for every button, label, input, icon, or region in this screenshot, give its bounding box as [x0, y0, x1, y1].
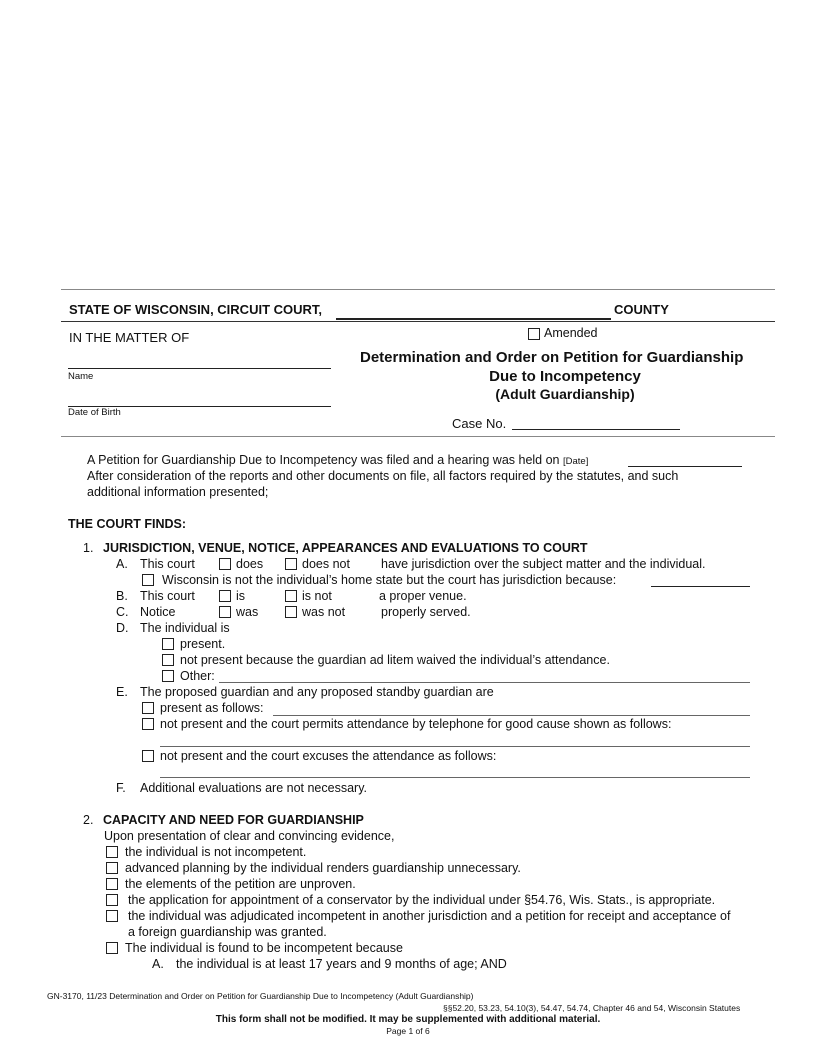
amended-label: Amended [544, 326, 598, 340]
form-title-line1: Determination and Order on Petition for Guardianship [360, 349, 744, 366]
guardian-excused-field[interactable] [160, 777, 750, 778]
elements-unproven-label: the elements of the petition are unproven. [125, 877, 356, 891]
guardian-telephone-label: not present and the court permits attendance by telephone for good cause shown as follows: [160, 717, 672, 731]
venue-is-label: is [236, 589, 246, 603]
name-field[interactable] [68, 368, 331, 369]
in-the-matter-of-label: IN THE MATTER OF [69, 330, 190, 345]
notice-was-not-checkbox[interactable] [285, 606, 297, 618]
foreign-guardianship-checkbox[interactable] [106, 910, 118, 922]
header-bottom-rule [61, 436, 775, 437]
foreign-guardianship-label-line1: the individual was adjudicated incompetent in another jurisdiction and a petition for receipt and acceptance of [128, 909, 731, 923]
jurisdiction-label: This court [140, 557, 195, 571]
individual-presence-label: The individual is [140, 621, 230, 635]
hearing-date-field[interactable] [628, 466, 742, 467]
individual-other-label: Other: [180, 669, 215, 683]
intro-text: A Petition for Guardianship Due to Incompetency was filed and a hearing was held on [87, 453, 560, 467]
state-court-label: STATE OF WISCONSIN, CIRCUIT COURT, [69, 302, 323, 317]
footer-form-id: GN-3170, 11/23 Determination and Order on Petition for Guardianship Due to Incompetency (Adult Guardianship) [47, 991, 474, 1001]
section1-heading: JURISDICTION, VENUE, NOTICE, APPEARANCES AND EVALUATIONS TO COURT [103, 541, 588, 555]
footer-statutes: §§52.20, 53.23, 54.10(3), 54.47, 54.74, Chapter 46 and 54, Wisconsin Statutes [443, 1003, 741, 1013]
section1-d-letter: D. [116, 621, 129, 635]
county-label: COUNTY [614, 302, 669, 317]
jurisdiction-does-label: does [236, 557, 264, 571]
advanced-planning-label: advanced planning by the individual renders guardianship unnecessary. [125, 861, 521, 875]
age-requirement-text: the individual is at least 17 years and 9 months of age; AND [176, 957, 507, 971]
jurisdiction-does-not-checkbox[interactable] [285, 558, 297, 570]
jurisdiction-does-not-label: does not [302, 557, 350, 571]
notice-label: Notice [140, 605, 176, 619]
advanced-planning-checkbox[interactable] [106, 862, 118, 874]
intro-line2: After consideration of the reports and other documents on file, all factors required by the statutes, and such [87, 469, 679, 483]
venue-text: a proper venue. [379, 589, 467, 603]
header-mid-rule [61, 321, 775, 322]
footer-page-number: Page 1 of 6 [386, 1026, 430, 1036]
individual-not-present-checkbox[interactable] [162, 654, 174, 666]
individual-not-present-label: not present because the guardian ad litem waived the individual’s attendance. [180, 653, 610, 667]
section2-number: 2. [83, 813, 94, 827]
guardian-present-checkbox[interactable] [142, 702, 154, 714]
evaluations-text: Additional evaluations are not necessary. [140, 781, 367, 795]
conservator-checkbox[interactable] [106, 894, 118, 906]
hearing-date-label: [Date] [563, 456, 589, 467]
elements-unproven-checkbox[interactable] [106, 878, 118, 890]
home-state-checkbox[interactable] [142, 574, 154, 586]
header-top-rule [61, 289, 775, 290]
case-no-label: Case No. [452, 416, 507, 431]
incompetent-checkbox[interactable] [106, 942, 118, 954]
section2-intro: Upon presentation of clear and convincing evidence, [104, 829, 395, 843]
intro-line3: additional information presented; [87, 485, 269, 499]
county-name-field[interactable] [336, 318, 611, 320]
guardian-telephone-checkbox[interactable] [142, 718, 154, 730]
guardian-excused-label: not present and the court excuses the attendance as follows: [160, 749, 497, 763]
notice-was-not-label: was not [302, 605, 346, 619]
individual-other-checkbox[interactable] [162, 670, 174, 682]
guardian-presence-label: The proposed guardian and any proposed standby guardian are [140, 685, 494, 699]
jurisdiction-text: have jurisdiction over the subject matter and the individual. [381, 557, 706, 571]
venue-is-checkbox[interactable] [219, 590, 231, 602]
section2-a-letter: A. [152, 957, 164, 971]
guardian-telephone-field[interactable] [160, 746, 750, 747]
notice-text: properly served. [381, 605, 471, 619]
individual-present-checkbox[interactable] [162, 638, 174, 650]
notice-was-label: was [236, 605, 259, 619]
form-title-line3: (Adult Guardianship) [495, 386, 635, 402]
section2-heading: CAPACITY AND NEED FOR GUARDIANSHIP [103, 813, 364, 827]
incompetent-label: The individual is found to be incompetent because [125, 941, 403, 955]
venue-is-not-label: is not [302, 589, 332, 603]
section1-number: 1. [83, 541, 94, 555]
venue-label: This court [140, 589, 195, 603]
dob-label: Date of Birth [68, 407, 121, 418]
case-no-field[interactable] [512, 429, 680, 430]
section1-b-letter: B. [116, 589, 128, 603]
guardian-present-label: present as follows: [160, 701, 264, 715]
guardian-present-field[interactable] [273, 715, 750, 716]
section1-c-letter: C. [116, 605, 129, 619]
section1-a-letter: A. [116, 557, 128, 571]
form-title-line2: Due to Incompetency [489, 368, 641, 385]
venue-is-not-checkbox[interactable] [285, 590, 297, 602]
section1-f-letter: F. [116, 781, 126, 795]
individual-present-label: present. [180, 637, 226, 651]
not-incompetent-label: the individual is not incompetent. [125, 845, 307, 859]
name-label: Name [68, 371, 94, 382]
foreign-guardianship-label-line2: a foreign guardianship was granted. [128, 925, 327, 939]
court-finds-heading: THE COURT FINDS: [68, 517, 187, 531]
notice-was-checkbox[interactable] [219, 606, 231, 618]
conservator-label: the application for appointment of a conservator by the individual under §54.76, Wis. Stats., is appropriate. [128, 893, 716, 907]
guardian-excused-checkbox[interactable] [142, 750, 154, 762]
footer-notice: This form shall not be modified. It may be supplemented with additional material. [215, 1014, 601, 1025]
section1-e-letter: E. [116, 685, 128, 699]
home-state-reason-field[interactable] [651, 586, 750, 587]
home-state-label: Wisconsin is not the individual’s home state but the court has jurisdiction because: [162, 573, 617, 587]
amended-checkbox[interactable] [528, 328, 540, 340]
intro-line1 [87, 453, 588, 467]
jurisdiction-does-checkbox[interactable] [219, 558, 231, 570]
individual-other-field[interactable] [219, 682, 750, 683]
not-incompetent-checkbox[interactable] [106, 846, 118, 858]
